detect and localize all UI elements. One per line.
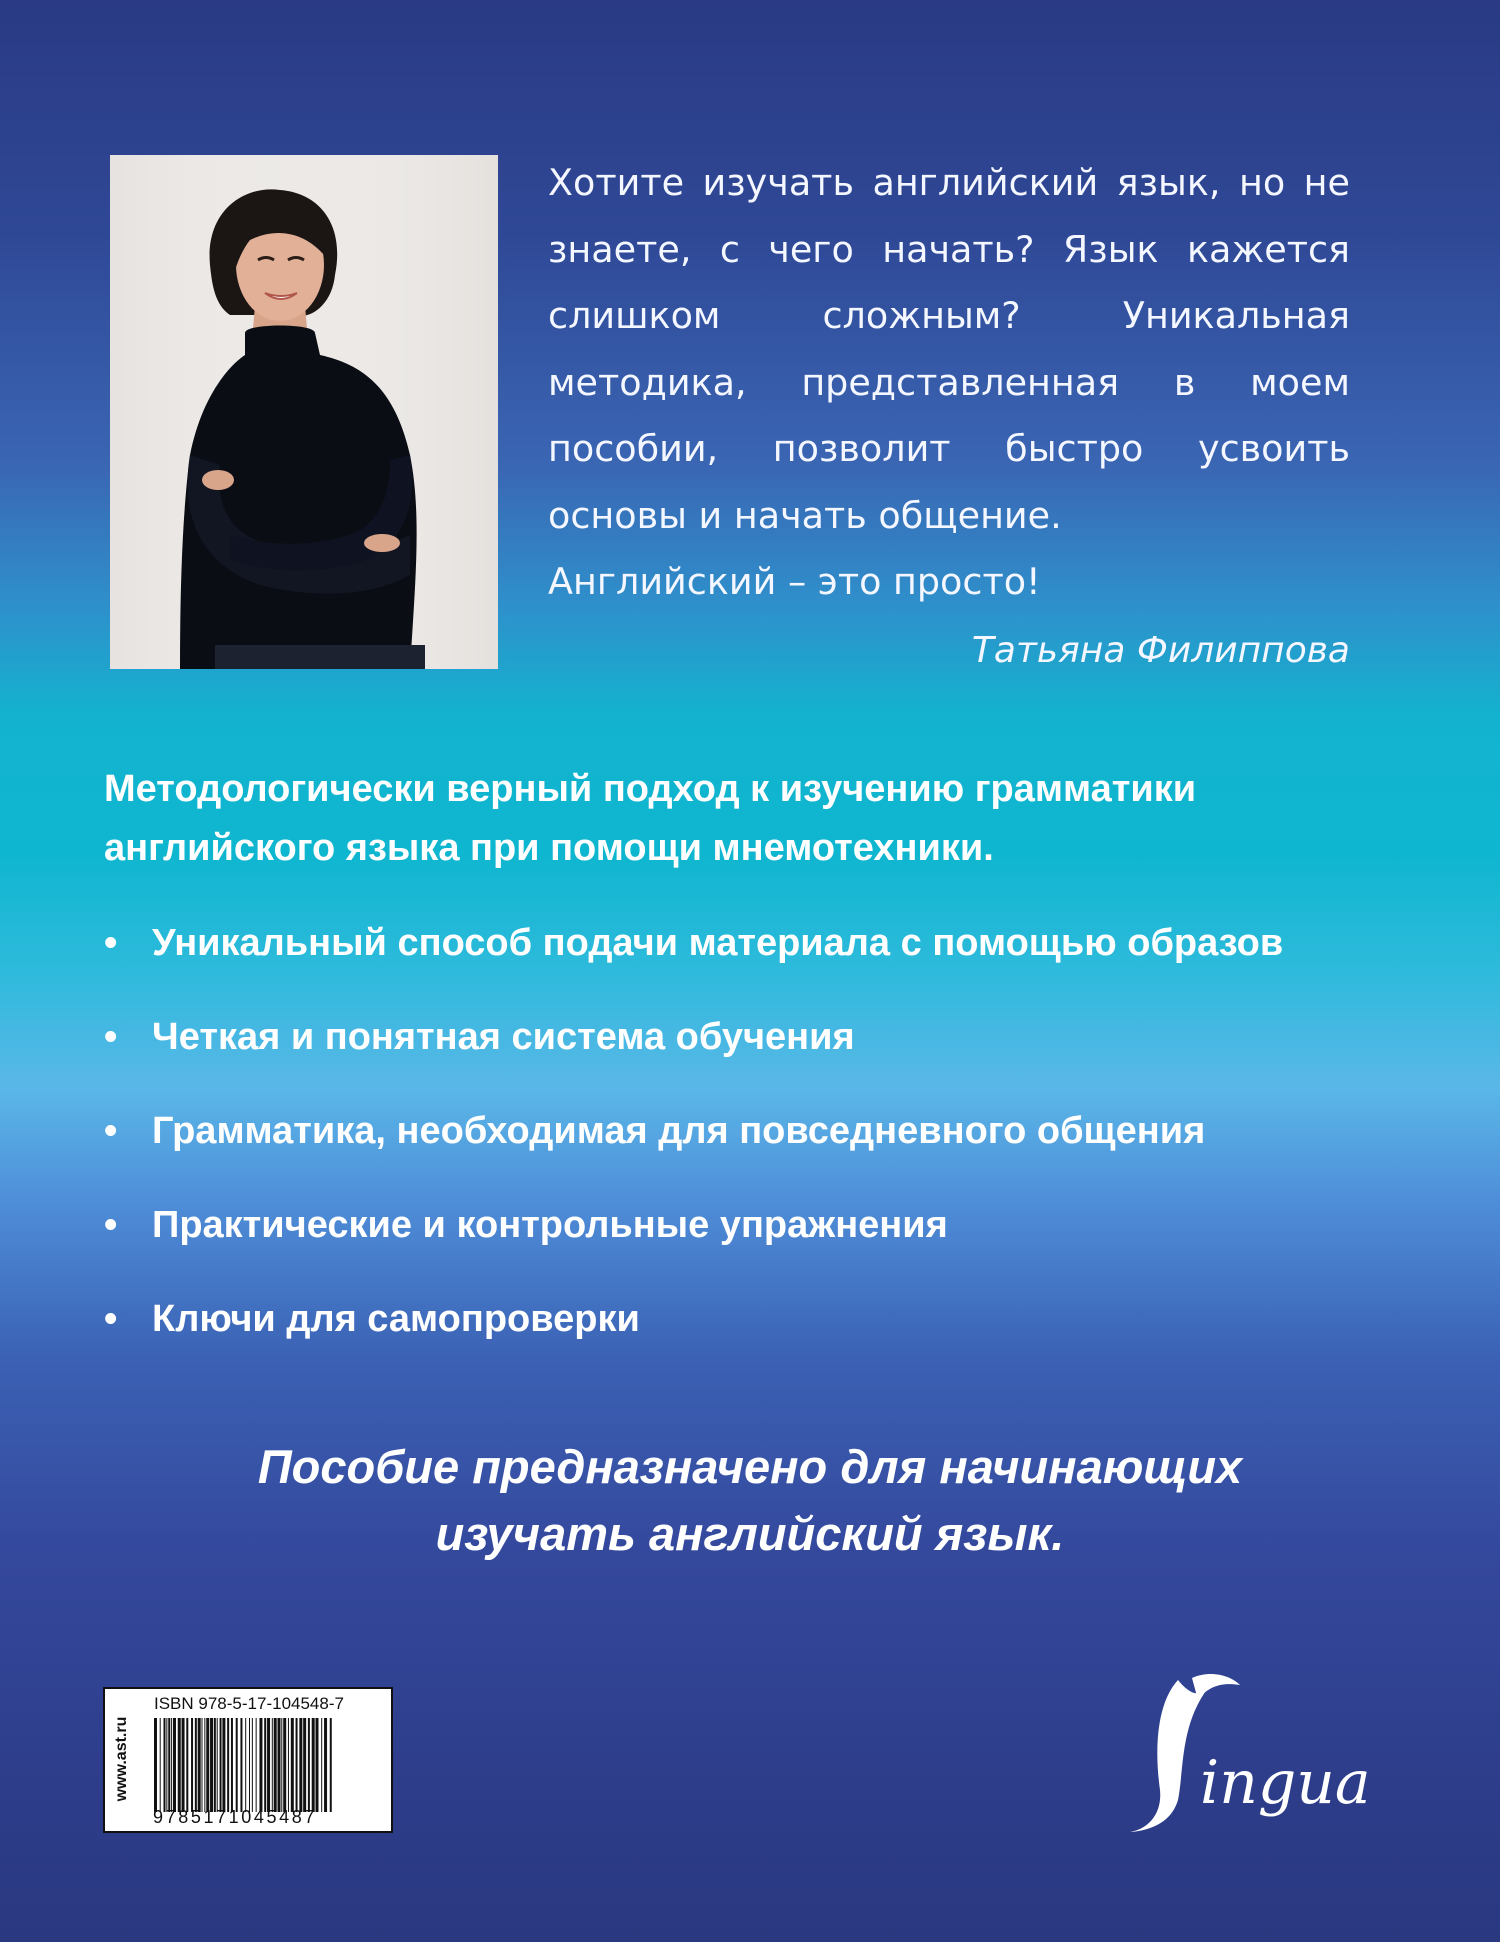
barcode-bar (222, 1718, 225, 1812)
barcode-bar (308, 1718, 310, 1812)
barcode-bar (245, 1718, 246, 1812)
barcode-bar (210, 1718, 213, 1812)
bullet-icon: • (104, 1298, 118, 1340)
barcode-bars (154, 1718, 382, 1812)
barcode-bar (272, 1718, 273, 1812)
barcode-bar (217, 1718, 218, 1812)
barcode-bar (240, 1718, 242, 1812)
barcode-bar (281, 1718, 282, 1812)
isbn-barcode (103, 1687, 393, 1833)
bullet-icon: • (104, 1110, 118, 1152)
lead-statement: Методологически верный подход к изучению грамматики английского языка при помощи мнемотехники. (104, 768, 1197, 869)
barcode-bar (160, 1718, 161, 1812)
barcode-bar (202, 1718, 203, 1812)
barcode-bar (227, 1718, 229, 1812)
barcode-bar (330, 1718, 332, 1812)
barcode-bar (154, 1718, 157, 1812)
barcode-bar (324, 1718, 327, 1812)
barcode-bar (249, 1718, 250, 1812)
barcode-bar (303, 1718, 306, 1812)
barcode-bar (288, 1718, 289, 1812)
bullet-icon: • (104, 922, 118, 964)
barcode-bar (259, 1718, 262, 1812)
lingua-logo (1100, 1660, 1390, 1840)
barcode-bar (278, 1718, 281, 1812)
feature-text: Практические и контрольные упражнения (152, 1204, 948, 1246)
ean-digits: 9785171045487 (153, 1807, 317, 1827)
publisher-site: www.ast.ru (113, 1716, 130, 1802)
isbn-number: ISBN 978-5-17-104548-7 (154, 1694, 344, 1713)
feature-text: Четкая и понятная система обучения (152, 1016, 855, 1058)
barcode-bar (206, 1718, 209, 1812)
list-item (104, 1012, 1434, 1106)
closing-line-1: Пособие предназначено для начинающих (257, 1440, 1243, 1493)
closing-statement (0, 1433, 1500, 1567)
author-portrait-illustration (110, 155, 498, 669)
barcode-bar (204, 1718, 205, 1812)
intro-block (548, 150, 1350, 681)
barcode-bar (164, 1718, 166, 1812)
feature-text: Ключи для самопроверки (152, 1298, 640, 1340)
barcode-bar (166, 1718, 167, 1812)
barcode-bar (186, 1718, 188, 1812)
barcode-bar (274, 1718, 277, 1812)
intro-tagline: Английский – это просто! (548, 560, 1041, 603)
barcode-bar (231, 1718, 233, 1812)
barcode-bar (198, 1718, 201, 1812)
barcode-bar (191, 1718, 193, 1812)
barcode-bar (296, 1718, 298, 1812)
list-item (104, 1294, 1434, 1388)
barcode-bar (299, 1718, 302, 1812)
barcode-bar (214, 1718, 216, 1812)
barcode-bar (264, 1718, 266, 1812)
intro-paragraph: Хотите изучать английский язык, но не знаете, с чего начать? Язык кажется слишком сложным? Уникальная методика, представленная в моем пособии, позволит быстро усвоить основы и начать общение. (548, 161, 1350, 537)
barcode-bar (267, 1718, 270, 1812)
barcode-bar (236, 1718, 238, 1812)
barcode-bar (220, 1718, 222, 1812)
barcode-bar (178, 1718, 181, 1812)
author-signature: Татьяна Филиппова (971, 629, 1350, 671)
barcode-bar (195, 1718, 197, 1812)
author-photo (110, 155, 498, 669)
list-item (104, 1200, 1434, 1294)
feature-text: Уникальный способ подачи материала с помощью образов (152, 922, 1284, 964)
barcode-bar (173, 1718, 176, 1812)
barcode-bar (316, 1718, 319, 1812)
svg-text:ingua: ingua (1200, 1748, 1371, 1818)
bullet-icon: • (104, 1016, 118, 1058)
barcode-bar (321, 1718, 322, 1812)
closing-line-2: изучать английский язык. (435, 1507, 1065, 1560)
barcode-bar (312, 1718, 315, 1812)
barcode-bar (283, 1718, 286, 1812)
lingua-logo-graphic (1100, 1660, 1390, 1840)
barcode-bar (252, 1718, 253, 1812)
feature-text: Грамматика, необходимая для повседневного общения (152, 1110, 1206, 1152)
bullet-icon: • (104, 1204, 118, 1246)
barcode-bar (182, 1718, 185, 1812)
barcode-bar (171, 1718, 172, 1812)
barcode-bar (256, 1718, 257, 1812)
list-item (104, 1106, 1434, 1200)
list-item (104, 918, 1434, 1012)
barcode-bar (168, 1718, 170, 1812)
barcode-bar (291, 1718, 294, 1812)
feature-list (104, 918, 1434, 1388)
